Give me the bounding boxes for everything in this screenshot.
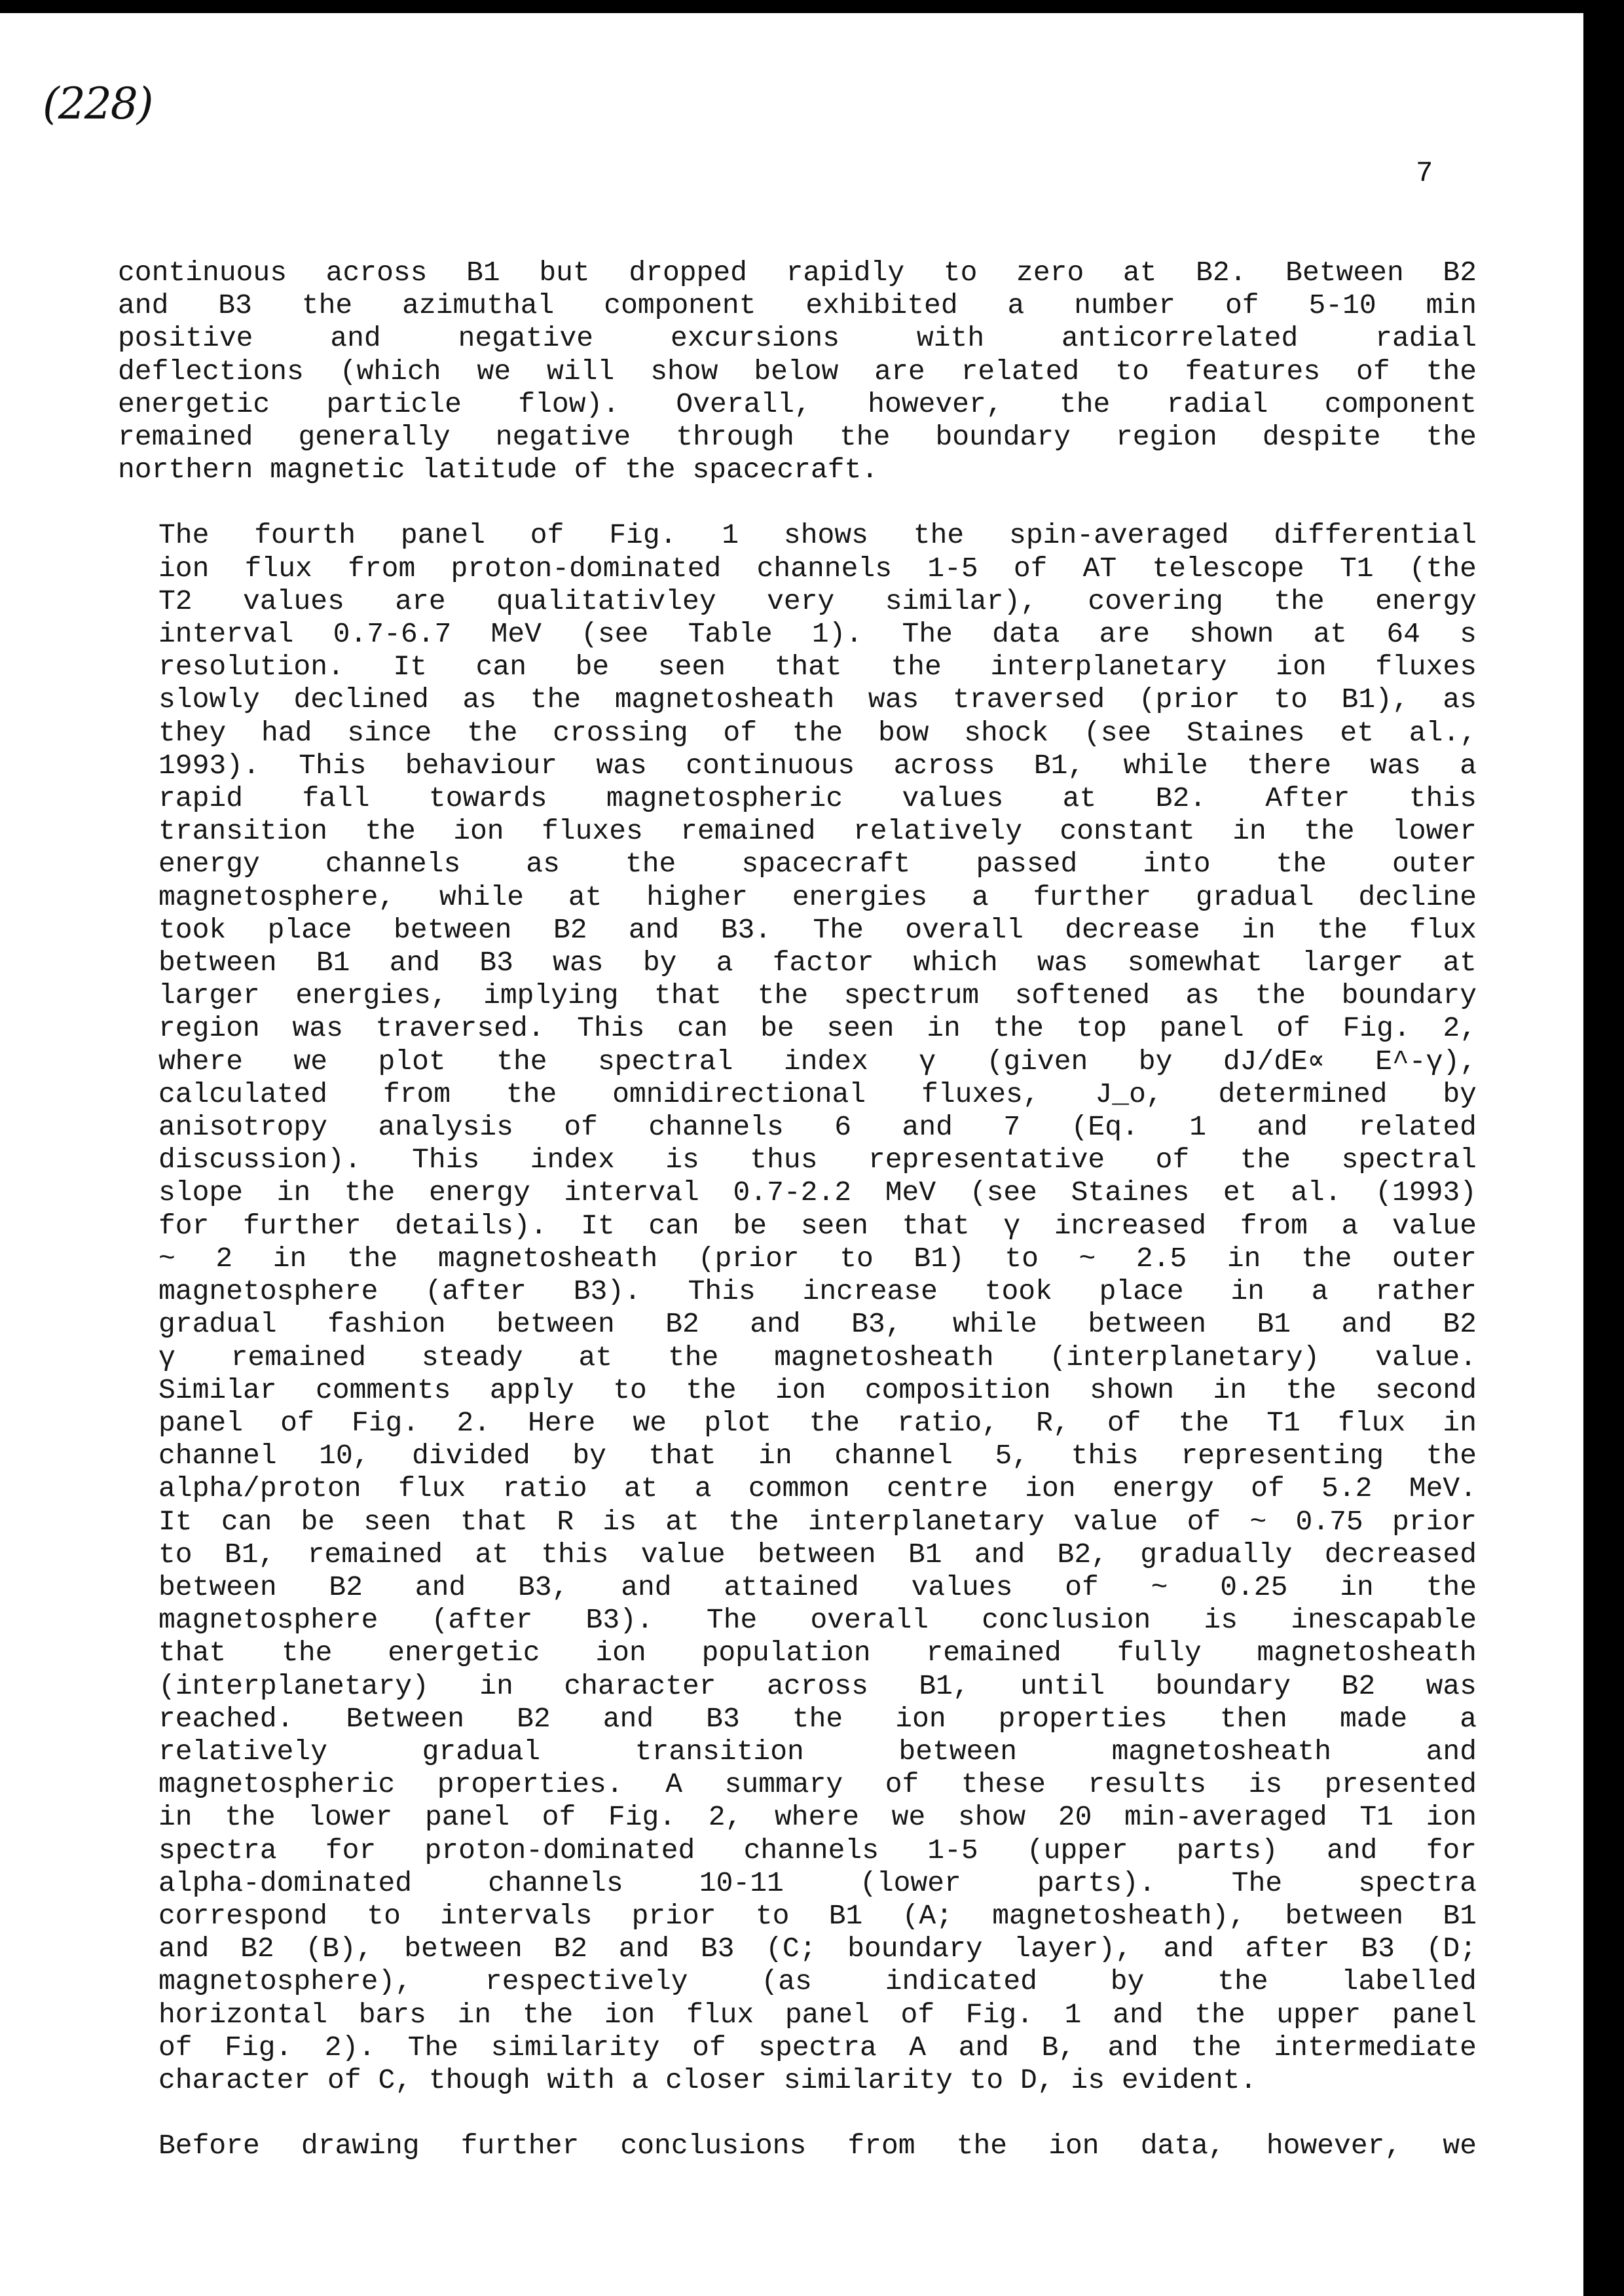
text-line: interval 0.7-6.7 MeV (see Table 1). The data are shown at 64 s: [158, 618, 1477, 651]
text-line: ~ 2 in the magnetosheath (prior to B1) to ~ 2.5 in the outer: [158, 1242, 1477, 1275]
text-line: that the energetic ion population remained fully magnetosheath: [158, 1637, 1477, 1669]
text-line: and B2 (B), between B2 and B3 (C; boundary layer), and after B3 (D;: [158, 1933, 1477, 1965]
text-line: for further details). It can be seen that γ increased from a value: [158, 1209, 1477, 1242]
text-line: ion flux from proton-dominated channels 1-5 of AT telescope T1 (the: [158, 552, 1477, 585]
text-line: and B3 the azimuthal component exhibited a number of 5-10 min: [118, 289, 1477, 322]
text-line: relatively gradual transition between magnetosheath and: [158, 1735, 1477, 1768]
text-line: of Fig. 2). The similarity of spectra A and B, and the intermediate: [158, 2031, 1477, 2064]
text-line: resolution. It can be seen that the interplanetary ion fluxes: [158, 651, 1477, 683]
text-line: rapid fall towards magnetospheric values at B2. After this: [158, 782, 1477, 815]
text-line: between B1 and B3 was by a factor which was somewhat larger at: [158, 947, 1477, 979]
text-line: It can be seen that R is at the interplanetary value of ~ 0.75 prior: [158, 1505, 1477, 1538]
text-line: channel 10, divided by that in channel 5, this representing the: [158, 1440, 1477, 1472]
text-line: remained generally negative through the boundary region despite the: [118, 421, 1477, 454]
text-line: calculated from the omnidirectional fluxes, J_o, determined by: [158, 1078, 1477, 1110]
text-line: The fourth panel of Fig. 1 shows the spin-averaged differential: [158, 519, 1477, 552]
text-line: northern magnetic latitude of the spacecraft.: [118, 454, 879, 486]
text-line: between B2 and B3, and attained values of ~ 0.25 in the: [158, 1571, 1477, 1603]
text-line: slowly declined as the magnetosheath was traversed (prior to B1), as: [158, 683, 1477, 716]
text-line: panel of Fig. 2. Here we plot the ratio, R, of the T1 flux in: [158, 1406, 1477, 1439]
text-line: energetic particle flow). Overall, however, the radial component: [118, 388, 1477, 420]
text-line: to B1, remained at this value between B1 and B2, gradually decreased: [158, 1538, 1477, 1571]
text-line: magnetosphere, while at higher energies a further gradual decline: [158, 881, 1477, 913]
text-line: correspond to intervals prior to B1 (A; magnetosheath), between B1: [158, 1899, 1477, 1932]
text-line: deflections (which we will show below are related to features of the: [118, 355, 1477, 388]
page-number: 7: [1416, 157, 1433, 190]
text-line: continuous across B1 but dropped rapidly to zero at B2. Between B2: [118, 257, 1477, 289]
text-line: region was traversed. This can be seen in the top panel of Fig. 2,: [158, 1012, 1477, 1045]
text-line: anisotropy analysis of channels 6 and 7 (Eq. 1 and related: [158, 1111, 1477, 1144]
text-line: γ remained steady at the magnetosheath (interplanetary) value.: [158, 1341, 1477, 1374]
text-line: Before drawing further conclusions from the ion data, however, we: [158, 2130, 1477, 2162]
paragraph-2: [118, 519, 1477, 2097]
text-line: horizontal bars in the ion flux panel of Fig. 1 and the upper panel: [158, 1998, 1477, 2031]
text-line: alpha-dominated channels 10-11 (lower parts). The spectra: [158, 1867, 1477, 1899]
scan-border-right: [1583, 0, 1624, 2296]
text-line: slope in the energy interval 0.7-2.2 MeV (see Staines et al. (1993): [158, 1176, 1477, 1209]
text-line: they had since the crossing of the bow shock (see Staines et al.,: [158, 716, 1477, 749]
text-line: (interplanetary) in character across B1, until boundary B2 was: [158, 1669, 1477, 1702]
text-line: alpha/proton flux ratio at a common centre ion energy of 5.2 MeV.: [158, 1472, 1477, 1505]
handwritten-annotation: (228): [43, 79, 153, 129]
text-line: T2 values are qualitativley very similar), covering the energy: [158, 585, 1477, 617]
text-line: energy channels as the spacecraft passed into the outer: [158, 848, 1477, 881]
text-line: magnetosphere (after B3). The overall conclusion is inescapable: [158, 1604, 1477, 1637]
scan-border-top: [0, 0, 1624, 13]
text-line: discussion). This index is thus representative of the spectral: [158, 1144, 1477, 1176]
text-line: took place between B2 and B3. The overall decrease in the flux: [158, 913, 1477, 946]
text-line: 1993). This behaviour was continuous across B1, while there was a: [158, 749, 1477, 782]
text-line: reached. Between B2 and B3 the ion properties then made a: [158, 1702, 1477, 1735]
text-line: magnetosphere), respectively (as indicated by the labelled: [158, 1965, 1477, 1998]
text-line: transition the ion fluxes remained relatively constant in the lower: [158, 815, 1477, 848]
text-line: gradual fashion between B2 and B3, while between B1 and B2: [158, 1308, 1477, 1341]
text-line: character of C, though with a closer similarity to D, is evident.: [158, 2064, 1257, 2096]
text-line: positive and negative excursions with anticorrelated radial: [118, 322, 1477, 355]
text-line: spectra for proton-dominated channels 1-5 (upper parts) and for: [158, 1834, 1477, 1867]
text-line: Similar comments apply to the ion composition shown in the second: [158, 1374, 1477, 1406]
text-line: magnetosphere (after B3). This increase took place in a rather: [158, 1275, 1477, 1308]
text-line: magnetospheric properties. A summary of these results is presented: [158, 1768, 1477, 1801]
paragraph-1: [118, 257, 1477, 486]
text-line: in the lower panel of Fig. 2, where we show 20 min-averaged T1 ion: [158, 1801, 1477, 1834]
text-line: where we plot the spectral index γ (given by dJ/dE∝ E^-γ),: [158, 1045, 1477, 1078]
body-text: [118, 257, 1477, 2162]
text-line: larger energies, implying that the spectrum softened as the boundary: [158, 979, 1477, 1012]
paragraph-3: [118, 2130, 1477, 2162]
